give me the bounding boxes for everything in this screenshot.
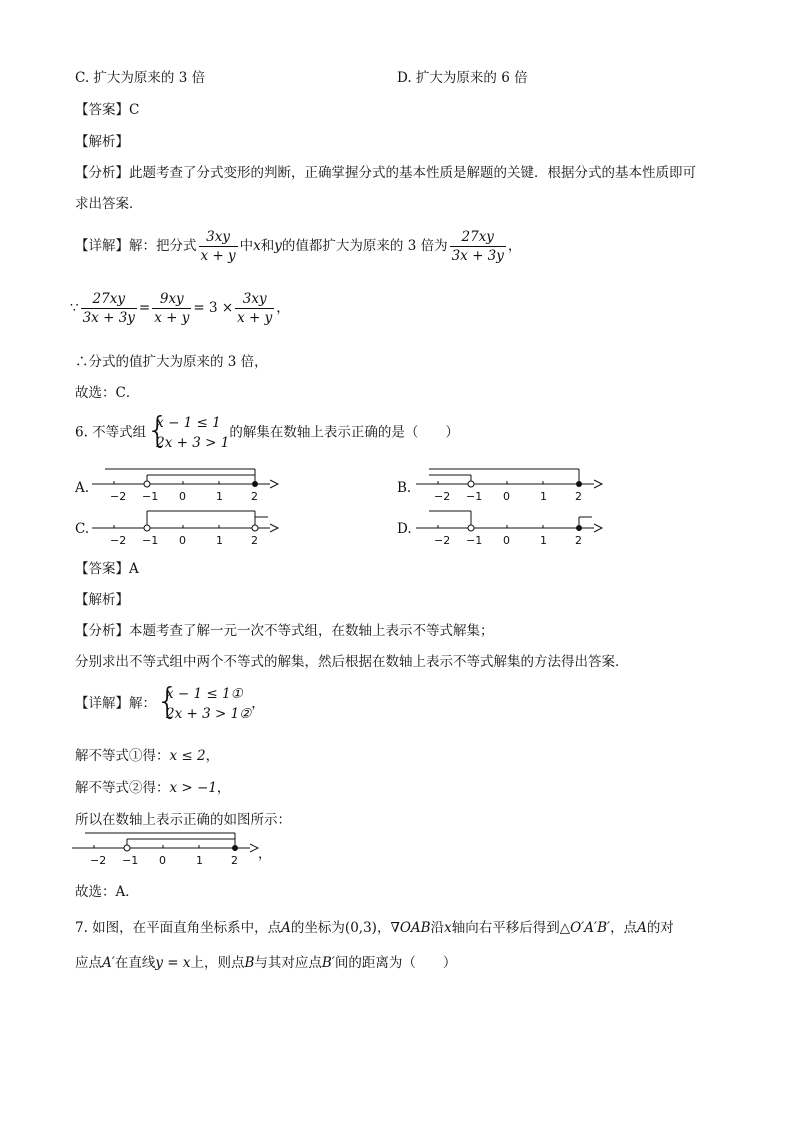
solution-2: [75, 776, 230, 796]
xiangjie-text: 解：把分式: [129, 238, 197, 254]
option-d-label: D.: [397, 521, 412, 537]
fenxi-text: 此题考查了分式变形的判断，正确掌握分式的基本性质是解题的关键．根据分式的基本性质即可: [129, 165, 696, 181]
number-line-b: [414, 466, 604, 506]
xiangjie-line: [75, 228, 521, 265]
tick-label: 2: [251, 534, 258, 547]
tick-label: 2: [575, 490, 582, 503]
brace: {: [146, 410, 170, 451]
fenxi-line: [75, 161, 696, 181]
triangle-oab: ∇OAB: [390, 920, 431, 936]
brace: {: [156, 681, 179, 722]
text: 7. 如图，在平面直角坐标系中，点: [75, 920, 282, 936]
coordinate: (0,3): [344, 920, 377, 936]
q6-stem: [75, 410, 459, 453]
tick-label: −1: [466, 534, 483, 547]
text: 应点: [75, 955, 102, 971]
answer-line: [75, 98, 139, 118]
q6-answer-line: [75, 557, 139, 577]
fraction-27xy: [450, 228, 506, 265]
equals: =: [138, 300, 151, 316]
tick-label: 0: [503, 490, 510, 503]
equation-line: [70, 290, 290, 327]
fraction-denominator: x + y: [237, 310, 273, 326]
answer-label: 【答案】: [75, 102, 129, 118]
text: 解不等式①得：: [75, 748, 170, 764]
tick-label: 0: [503, 534, 510, 547]
because-symbol: ∵: [70, 300, 79, 316]
number-line-answer: [70, 830, 270, 870]
tick-label: −2: [110, 534, 127, 547]
analysis-label: 【解析】: [75, 134, 129, 150]
q7-line-2: [75, 951, 456, 971]
q6-stem-prefix: 6. 不等式组: [75, 424, 147, 441]
option-b-label: B.: [397, 480, 412, 496]
fraction-numerator: 9xy: [152, 290, 191, 309]
tick-label: 1: [540, 534, 547, 547]
inequality-1: x − 1 ≤ 1①: [166, 686, 243, 702]
q6-fenxi-line-2: 分别求出不等式组中两个不等式的解集，然后根据在数轴上表示不等式解集的方法得出答案．: [75, 654, 629, 670]
point-b: B: [244, 955, 255, 971]
final-comma: ，: [258, 846, 272, 862]
tick-label: 2: [231, 854, 238, 867]
answer-label: 【答案】: [75, 561, 129, 577]
point-a-prime: A′: [102, 955, 115, 971]
xiangjie-text: 解：: [129, 695, 156, 712]
tick-label: 2: [251, 490, 258, 503]
fraction-numerator: 27xy: [450, 228, 506, 247]
text: 中: [239, 238, 254, 254]
tick-label: 1: [216, 534, 223, 547]
answer-value: A: [129, 561, 139, 577]
text: ，: [376, 920, 391, 936]
number-line-d: [414, 508, 604, 548]
q6-stem-suffix: 的解集在数轴上表示正确的是（ ）: [229, 424, 459, 441]
point-a: A: [281, 920, 291, 936]
fraction-denominator: x + y: [154, 310, 190, 326]
fraction-denominator: x + y: [200, 248, 236, 264]
text: 上，则点: [190, 955, 245, 971]
q6-analysis-label: 【解析】: [75, 592, 129, 608]
number-line-a: [90, 466, 280, 506]
number-line-c: [90, 508, 280, 548]
var-y: y: [274, 238, 282, 254]
fraction-numerator: 3xy: [199, 228, 238, 247]
text: ，: [216, 780, 231, 796]
tick-label: 1: [216, 490, 223, 503]
text: ，点: [610, 920, 638, 936]
tick-label: 1: [540, 490, 547, 503]
solution-value: x > −1: [169, 780, 217, 796]
tick-label: −2: [90, 854, 107, 867]
triangle-prime: △O′A′B′: [559, 920, 611, 936]
tick-label: 1: [196, 854, 203, 867]
text: ，: [251, 695, 265, 712]
inequality-system: [156, 681, 252, 724]
xiangjie-label: 【详解】: [75, 238, 129, 254]
text: 的坐标为: [290, 920, 345, 936]
text: 的对: [646, 920, 674, 936]
q6-xiangjie-line: [75, 681, 265, 724]
text: 与其对应点: [254, 955, 322, 971]
fraction-3xy: [235, 290, 274, 327]
so-line: 所以在数轴上表示正确的如图所示：: [75, 812, 291, 828]
fraction-denominator: 3x + 3y: [82, 310, 135, 326]
tick-label: 0: [179, 490, 186, 503]
option-c-label: C.: [75, 521, 90, 537]
q6-choose: 故选：A．: [75, 884, 139, 900]
q6-fenxi-line: [75, 619, 494, 639]
text: 解不等式②得：: [75, 780, 170, 796]
text: ，: [276, 300, 290, 316]
fraction-numerator: 27xy: [81, 290, 137, 309]
point-a: A: [637, 920, 647, 936]
inequality-2: 2x + 3 > 1: [156, 435, 230, 451]
choose-line: 故选：C．: [75, 385, 140, 401]
fraction-denominator: 3x + 3y: [451, 248, 504, 264]
tick-label: −2: [434, 534, 451, 547]
text: ，: [507, 238, 522, 254]
inequality-system: [146, 410, 230, 453]
option-a-label: A.: [75, 480, 90, 496]
var-x: x: [444, 920, 452, 936]
option-c: C. 扩大为原来的 3 倍: [75, 70, 206, 86]
xiangjie-label: 【详解】: [75, 695, 129, 712]
equals-times: = 3 ×: [193, 300, 234, 316]
inequality-1: x − 1 ≤ 1: [156, 415, 221, 431]
fenxi-label: 【分析】: [75, 623, 129, 639]
tick-label: −2: [110, 490, 127, 503]
q7-line-1: [75, 916, 674, 936]
fraction-3xy: [199, 228, 238, 265]
text: 和: [260, 238, 275, 254]
tick-label: 2: [575, 534, 582, 547]
option-d: D. 扩大为原来的 6 倍: [397, 70, 528, 86]
text: 沿: [430, 920, 445, 936]
tick-label: −2: [434, 490, 451, 503]
tick-label: −1: [466, 490, 483, 503]
fenxi-label: 【分析】: [75, 165, 129, 181]
var-x: x: [253, 238, 261, 254]
tick-label: −1: [142, 534, 159, 547]
text: 在直线: [114, 955, 156, 971]
solution-value: x ≤ 2: [169, 748, 206, 764]
tick-label: −1: [142, 490, 159, 503]
solution-1: [75, 744, 219, 764]
inequality-2: 2x + 3 > 1②: [166, 706, 252, 722]
text: ，: [205, 748, 220, 764]
fraction-numerator: 3xy: [235, 290, 274, 309]
text: 的值都扩大为原来的 3 倍为: [281, 238, 448, 254]
text: 轴向右平移后得到: [451, 920, 560, 936]
point-b-prime: B′: [321, 955, 335, 971]
fenxi-text: 本题考查了解一元一次不等式组，在数轴上表示不等式解集；: [129, 623, 494, 639]
tick-label: 0: [159, 854, 166, 867]
therefore-line: ∴分式的值扩大为原来的 3 倍，: [75, 354, 268, 370]
answer-value: C: [129, 102, 140, 118]
fenxi-line-2: 求出答案．: [75, 196, 143, 212]
tick-label: −1: [122, 854, 139, 867]
fraction-27xy: [81, 290, 137, 327]
text: 间的距离为（ ）: [334, 955, 457, 971]
fraction-9xy: [152, 290, 191, 327]
line-equation: y = x: [155, 955, 191, 971]
tick-label: 0: [179, 534, 186, 547]
